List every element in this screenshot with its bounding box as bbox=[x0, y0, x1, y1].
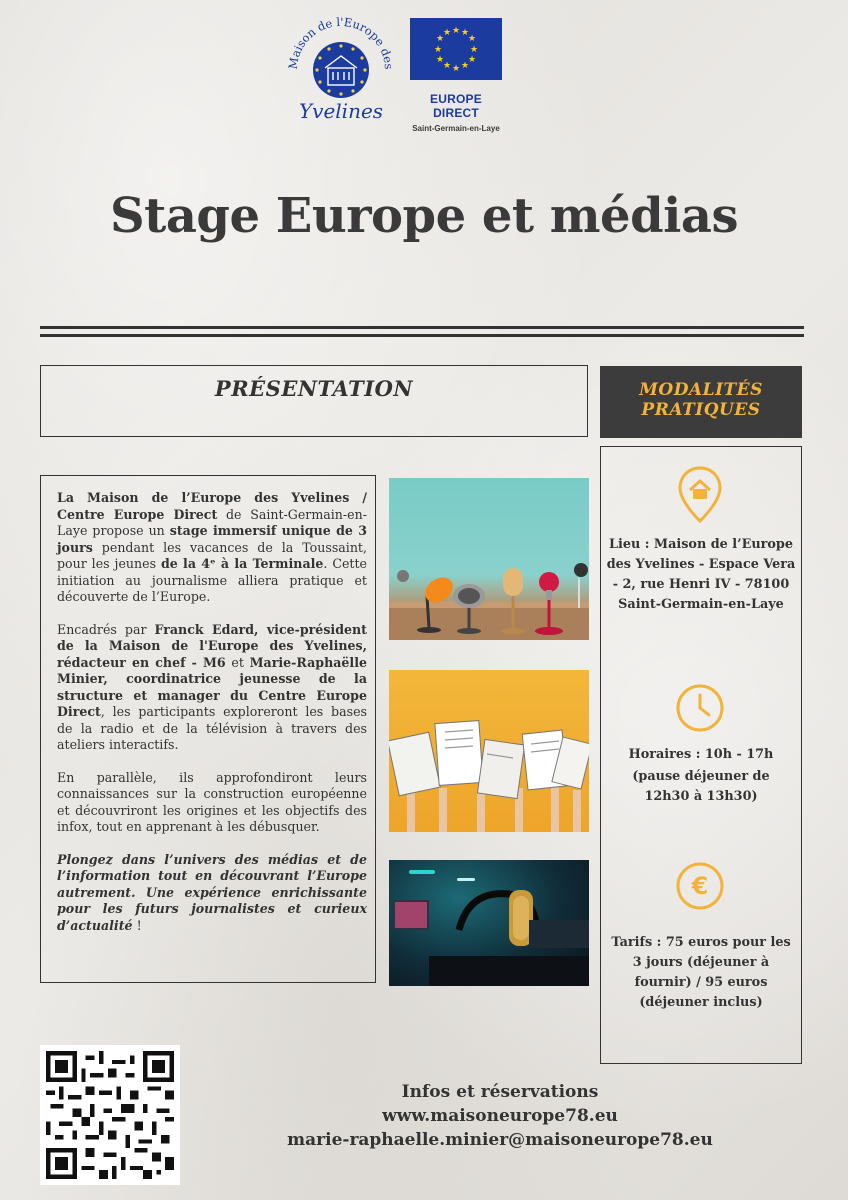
svg-text:Yvelines: Yvelines bbox=[298, 99, 384, 123]
studio-photo bbox=[389, 860, 589, 986]
svg-text:★: ★ bbox=[467, 34, 477, 44]
practical-info-title: MODALITÉS PRATIQUES bbox=[639, 380, 763, 420]
eu-flag-icon bbox=[410, 18, 502, 80]
euro-icon bbox=[675, 861, 725, 911]
europe-direct-logo bbox=[408, 18, 504, 133]
paragraph-closing: Plongez dans l’univers des médias et de l’information tout en découvrant l’Europe autrement. Une expérience enrichissante pour les futurs journalistes et curieux d’actualité ! bbox=[57, 851, 367, 933]
practical-info-box bbox=[600, 446, 802, 1064]
clock-icon bbox=[675, 683, 725, 733]
svg-text:★: ★ bbox=[469, 45, 479, 55]
svg-text:★: ★ bbox=[451, 64, 461, 74]
divider-top bbox=[40, 326, 804, 329]
presentation-heading: PRÉSENTATION bbox=[214, 376, 414, 401]
divider-bottom bbox=[40, 334, 804, 337]
newspapers-photo bbox=[389, 670, 589, 832]
svg-text:★: ★ bbox=[435, 34, 445, 44]
contact-footer bbox=[200, 1080, 800, 1152]
location-pin-icon bbox=[675, 465, 725, 525]
europe-direct-city: Saint-Germain-en-Laye bbox=[412, 124, 500, 133]
practical-info-header bbox=[600, 366, 802, 438]
schedule-text: Horaires : 10h - 17h (pause déjeuner de 12h30 à 13h30) bbox=[628, 747, 774, 804]
svg-text:★: ★ bbox=[467, 55, 477, 65]
contact-heading: Infos et réservations bbox=[401, 1082, 599, 1102]
paragraph-intro: La Maison de l’Europe des Yvelines / Centre Europe Direct de Saint-Germain-en-Laye propose un stage immersif unique de 3 jours pendant les vacances de la Toussaint, pour les jeunes de la 4ᵉ à la Terminale. Cette initiation au journalisme alliera pratique et découverte de l’Europe. bbox=[57, 490, 367, 604]
presentation-header-box bbox=[40, 365, 588, 437]
svg-text:★: ★ bbox=[451, 26, 461, 36]
location-text: Lieu : Maison de l’Europe des Yvelines - Espace Vera - 2, rue Henri IV - 78100 Saint-Germain-en-Laye bbox=[606, 537, 796, 612]
maison-europe-yvelines-logo bbox=[283, 8, 399, 124]
svg-text:★: ★ bbox=[460, 61, 470, 71]
qr-code[interactable] bbox=[40, 1045, 180, 1185]
email-link[interactable]: marie-raphaelle.minier@maisoneurope78.eu bbox=[287, 1130, 713, 1150]
website-link[interactable]: www.maisoneurope78.eu bbox=[382, 1106, 618, 1126]
svg-text:★: ★ bbox=[433, 45, 443, 55]
europe-direct-name: EUROPE DIRECT bbox=[430, 92, 482, 120]
svg-text:★: ★ bbox=[442, 61, 452, 71]
paragraph-instructors: Encadrés par Franck Edard, vice-président de la Maison de l'Europe des Yvelines, rédacteur en chef - M6 et Marie-Raphaëlle Minier, coordinatrice jeunesse de la structure et manager du Centre Europe Direct, les participants exploreront les bases de la radio et de la télévision à travers des ateliers interactifs. bbox=[57, 621, 367, 752]
svg-text:Maison de l'Europe des: Maison de l'Europe des bbox=[285, 14, 397, 70]
presentation-text-box bbox=[40, 475, 376, 983]
svg-text:★: ★ bbox=[442, 28, 452, 38]
paragraph-parallel: En parallèle, ils approfondiront leurs connaissances sur la construction européenne et découvriront les origines et les objectifs des infox, tout en apprenant à les débusquer. bbox=[57, 769, 367, 834]
svg-text:★: ★ bbox=[460, 28, 470, 38]
page-title: Stage Europe et médias bbox=[109, 188, 739, 244]
pricing-text: Tarifs : 75 euros pour les 3 jours (déjeuner à fournir) / 95 euros (déjeuner inclus) bbox=[611, 935, 791, 1010]
microphones-photo bbox=[389, 478, 589, 640]
svg-text:★: ★ bbox=[435, 55, 445, 65]
svg-text:€: € bbox=[691, 872, 709, 900]
